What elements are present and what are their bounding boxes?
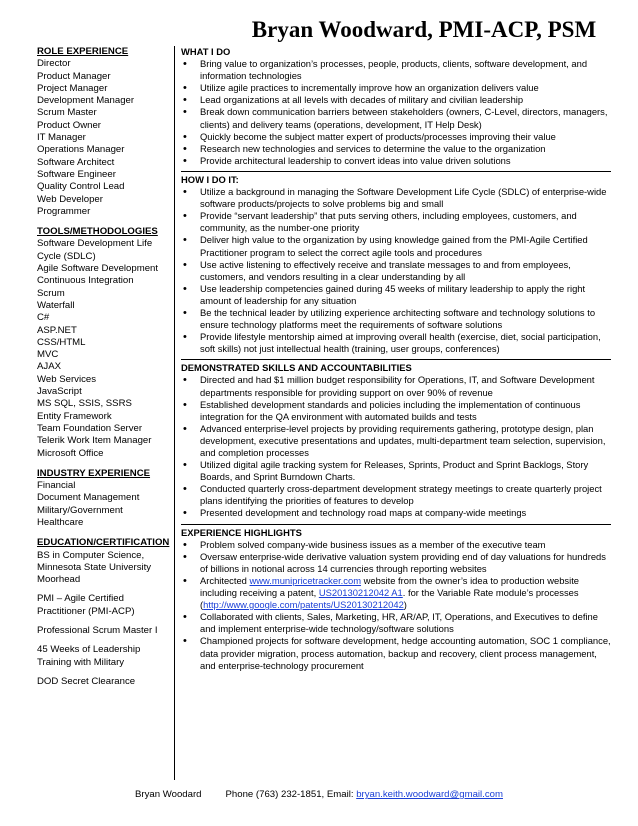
tool-item: Software Development Life Cycle (SDLC) [37,238,153,262]
education-heading: EDUCATION/CERTIFICATION [37,537,170,549]
column-divider [174,46,175,780]
bullet-item: • Lead organizations at all levels with decades of military and civilian leadership [181,94,611,106]
experience-highlights-list [181,539,611,672]
role-item: Programmer [37,205,91,217]
industry-heading: INDUSTRY EXPERIENCE [37,467,151,479]
bullet-item: • Presented development and technology road maps at company-wide meetings [181,507,611,519]
tool-item: JavaScript [37,386,82,398]
bullet-item: • Be the technical leader by utilizing experience architecting software and technology solutions to ensure technology platforms meet the requirements of software solutions [181,307,611,331]
text-span: ) [403,599,407,611]
education-item: BS in Computer Science, Minnesota State University Moorhead [37,549,152,586]
demonstrated-skills-section [181,359,611,521]
page-footer [0,789,638,801]
bullet-item-patent [181,575,611,611]
tools-section [37,226,173,460]
tool-item: MVC [37,349,59,361]
bullet-item: • Deliver high value to the organization by using knowledge gained from the PMI-Agile Certified Practitioner program to select the correct agile tools and procedures [181,234,611,258]
tool-item: ASP.NET [37,324,77,336]
bullet-item: • Utilize a background in managing the Software Development Life Cycle (SDLC) of enterprise-wide software products/projects to solve problems big and small [181,186,611,210]
industry-item: Healthcare [37,516,84,528]
bullet-item: • Problem solved company-wide business issues as a member of the executive team [181,539,611,551]
role-item: Scrum Master [37,107,97,119]
patent-link[interactable]: US20130212042 A1 [318,587,403,599]
tool-item: Microsoft Office [37,447,104,459]
industry-section [37,468,173,529]
bullet-item: • Provide lifestyle mentorship aimed at improving overall health (exercise, diet, social participation, soft skills) not just intellectual health (training, user groups, conferences) [181,331,611,355]
education-item: PMI – Agile Certified Practitioner (PMI-ACP) [37,593,135,617]
education-item: Professional Scrum Master I [37,625,158,637]
bullet-item: • Quickly become the subject matter expert of products/processes improving their value [181,131,611,143]
bullet-item: • Use leadership competencies gained during 45 weeks of military leadership to apply the right amount of leadership for any situation [181,283,611,307]
text-span: website from the owner’s idea to production website including receiving a patent, [200,574,580,599]
bullet-item: • Oversaw enterprise-wide derivative valuation system providing end of day valuations for hundreds of billions in notional across 14 currencies through reporting websites [181,551,611,575]
what-i-do-section [181,46,611,169]
bullet-item: • Break down communication barriers between stakeholders (owners, C-Level, directors, managers, clients) and delivery teams (operations, development, IT Help Desk) [181,106,611,130]
tool-item: CSS/HTML [37,336,86,348]
tool-item: Continuous Integration [37,275,134,287]
bullet-item: • Utilized digital agile tracking system for Releases, Sprints, Product and Sprint Backlogs, Story Boards, and Sprint Burndown Charts. [181,459,611,483]
education-section [37,537,173,688]
tool-item: Web Services [37,373,97,385]
tool-item: C# [37,312,50,324]
role-item: Development Manager [37,95,135,107]
experience-highlights-heading: EXPERIENCE HIGHLIGHTS [181,526,302,538]
industry-item: Document Management [37,492,140,504]
demonstrated-skills-list [181,374,611,519]
role-item: Operations Manager [37,144,125,156]
demonstrated-skills-heading: DEMONSTRATED SKILLS AND ACCOUNTABILITIES [181,362,412,374]
tool-item: Agile Software Development [37,263,159,275]
bullet-item: • Conducted quarterly cross-department development strategy meetings to create quarterly project plans identifying the priorities of features to develop [181,483,611,507]
bullet-item: • Championed projects for software development, hedge accounting automation, SOC 1 compliance, data provider migration, process automation, backup and recovery, client process management, and enterprise-technology procurement [181,635,611,671]
tool-item: Entity Framework [37,410,112,422]
google-patent-link[interactable]: http://www.google.com/patents/US20130212042 [203,599,404,611]
role-item: IT Manager [37,132,86,144]
role-experience-section [37,46,173,218]
how-i-do-it-section [181,171,611,357]
bullet-item: • Research new technologies and services to determine the value to the organization [181,143,611,155]
tool-item: Waterfall [37,299,75,311]
bullet-item: • Provide architectural leadership to convert ideas into value driven solutions [181,155,611,167]
tool-item: Scrum [37,287,65,299]
role-item: Software Architect [37,156,115,168]
what-i-do-list [181,58,611,167]
how-i-do-it-list [181,186,611,355]
role-item: Software Engineer [37,168,116,180]
bullet-item: • Advanced enterprise-level projects by providing requirements gathering, prototype design, plan development, executive presentations and updates, multi-department team selection, supervision, and completion processes [181,423,611,459]
text-span: Architected [200,574,250,586]
industry-item: Financial [37,480,76,492]
resume-title: Bryan Woodward, PMI-ACP, PSM [251,17,597,42]
what-i-do-heading: WHAT I DO [181,46,231,57]
role-item: Product Manager [37,70,111,82]
bullet-item: • Directed and had $1 million budget responsibility for Operations, IT, and Software Development departments responsible for providing support on over 90% of revenue [181,374,611,398]
education-item: DOD Secret Clearance [37,675,136,687]
education-item: 45 Weeks of Leadership Training with Military [37,644,141,668]
tool-item: Telerik Work Item Manager [37,435,152,447]
role-item: Quality Control Lead [37,181,125,193]
role-item: Director [37,58,71,70]
industry-item: Military/Government [37,504,123,516]
munipricetracker-link[interactable]: www.munipricetracker.com [249,574,362,586]
tool-item: AJAX [37,361,61,373]
bullet-item: • Use active listening to effectively receive and translate messages to and from employees, customers, and vendors resulting in a clear understanding by all [181,259,611,283]
tools-heading: TOOLS/METHODOLOGIES [37,226,158,238]
bullet-item: • Bring value to organization’s processes, people, products, clients, software development, and information technologies [181,58,611,82]
role-item: Product Owner [37,119,101,131]
footer-name: Bryan Woodard [135,789,202,800]
role-experience-heading: ROLE EXPERIENCE [37,46,129,57]
role-item: Project Manager [37,82,108,94]
left-column [37,46,173,696]
footer-contact: Phone (763) 232-1851, Email: [225,789,357,800]
bullet-item: • Established development standards and policies including the implementation of continuous integration for the QA environment with automated builds and tests [181,399,611,423]
tool-item: MS SQL, SSIS, SSRS [37,398,132,410]
bullet-item: • Collaborated with clients, Sales, Marketing, HR, AR/AP, IT, Operations, and Executives to define and implement enterprise-wide technology/software solutions [181,611,611,635]
tool-item: Team Foundation Server [37,422,143,434]
bullet-item: • Provide “servant leadership” that puts serving others, including employees, customers, and community, as the number-one priority [181,210,611,234]
text-span: . for the Variable Rate module’s processes ( [200,587,579,611]
right-column [181,46,611,676]
how-i-do-it-heading: HOW I DO IT: [181,173,239,185]
role-item: Web Developer [37,193,103,205]
email-link[interactable]: bryan.keith.woodward@gmail.com [356,789,503,800]
bullet-item: • Utilize agile practices to incrementally improve how an organization delivers value [181,82,611,94]
experience-highlights-section [181,524,611,674]
